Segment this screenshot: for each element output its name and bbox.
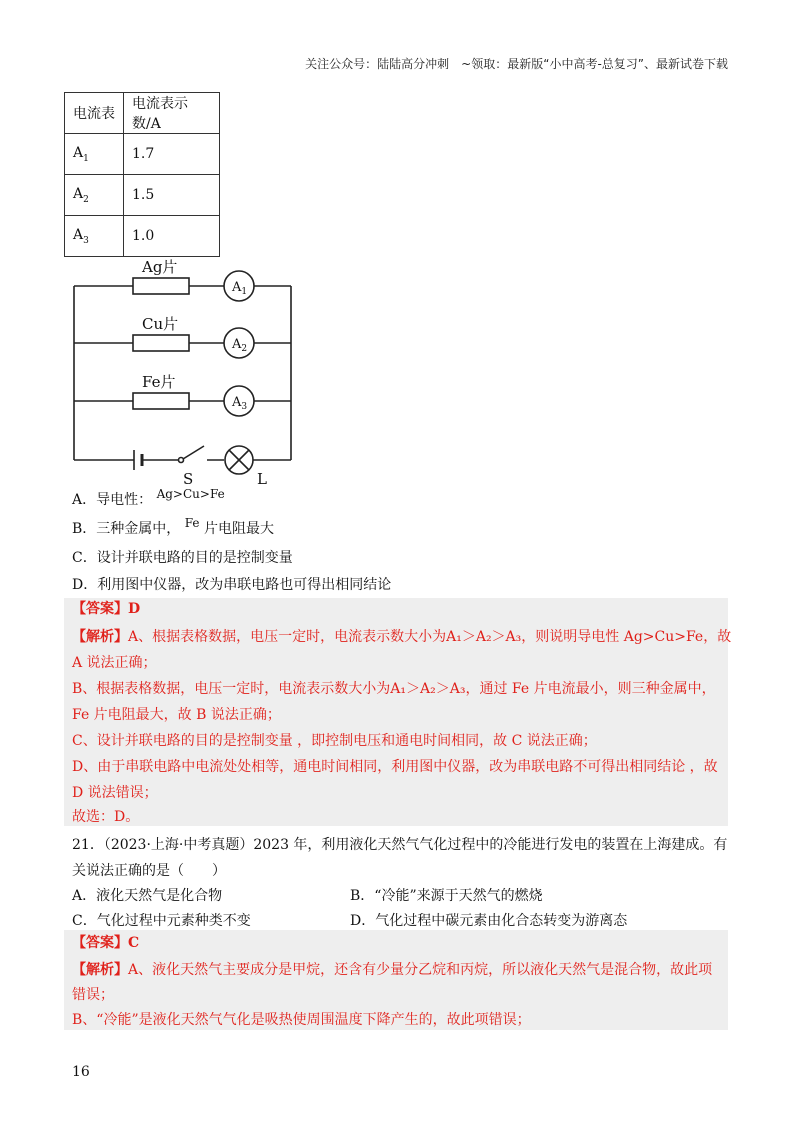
lamp-label: L — [257, 470, 267, 486]
ammeter-a3-label: $A_3$ — [232, 395, 248, 412]
cu-resistor — [133, 335, 189, 351]
fe-resistor — [133, 393, 189, 409]
ammeter-a2-label: $A_2$ — [232, 337, 248, 354]
current-table — [64, 92, 220, 257]
analysis-line: B、“冷能”是液化天然气气化是吸热使周围温度下降产生的，故此项错误； — [72, 1012, 531, 1028]
fe-label: Fe片 — [142, 373, 176, 391]
table-cell-value: 1.5 — [124, 175, 220, 216]
switch-label: S — [183, 470, 194, 486]
q21-option-b: B．“冷能”来源于天然气的燃烧 — [350, 888, 543, 904]
page-header: 关注公众号：陆陆高分冲刺 ~领取：最新版“小中高考-总复习”、最新试卷下载 — [305, 57, 728, 71]
q21-stem: 21．（2023·上海·中考真题）2023 年，利用液化天然气气化过程中的冷能进行发电的装置在上海建成。有 — [72, 837, 728, 853]
table-cell-value: 1.7 — [124, 134, 220, 175]
analysis-line: D、由于串联电路中电流处处相等，通电时间相同，利用图中仪器，改为串联电路不可得出相同结论 ，故 — [72, 759, 718, 775]
table-header: 电流表 — [65, 93, 124, 134]
switch-lever — [183, 446, 204, 459]
table-header: 电流表示数/A — [124, 93, 220, 134]
answer-box-q20 — [64, 598, 732, 826]
analysis-line: 错误； — [72, 987, 114, 1003]
analysis-line: A 说法正确； — [72, 655, 157, 671]
q20-option-d: D．利用图中仪器，改为串联电路也可得出相同结论 — [72, 577, 392, 593]
page-number: 16 — [72, 1064, 90, 1080]
table-cell-value: 1.0 — [124, 216, 220, 257]
table-cell-meter: $A_1$ — [65, 134, 124, 175]
analysis-line: Fe 片电阻最大，故 B 说法正确； — [72, 707, 281, 723]
ag-label: Ag片 — [142, 258, 178, 276]
answer-label: 【答案】C — [72, 935, 140, 951]
analysis-line: C、设计并联电路的目的是控制变量 ，即控制电压和通电时间相同，故 C 说法正确； — [72, 733, 597, 749]
q21-option-c: C．气化过程中元素种类不变 — [72, 913, 251, 929]
ammeter-a1-label: $A_1$ — [232, 280, 248, 297]
analysis-line: 【解析】A、液化天然气主要成分是甲烷，还含有少量分乙烷和丙烷，所以液化天然气是混合物，故此项 — [72, 962, 713, 978]
table-row — [65, 175, 220, 216]
analysis-line: 【解析】A、根据表格数据，电压一定时，电流表示数大小为A₁＞A₂＞A₃，则说明导电性 Ag>Cu>Fe，故 — [72, 629, 732, 645]
answer-box-q21 — [64, 930, 728, 1030]
q20-option-a: A．导电性： Ag>Cu>Fe — [72, 487, 225, 508]
analysis-line: B、根据表格数据，电压一定时，电流表示数大小为A₁＞A₂＞A₃，通过 Fe 片电流最小，则三种金属中， — [72, 681, 716, 697]
table-header-row — [65, 93, 220, 134]
table-row — [65, 216, 220, 257]
analysis-line: 故选：D。 — [72, 809, 140, 825]
circuit-diagram — [62, 256, 302, 486]
q21-option-d: D．气化过程中碳元素由化合态转变为游离态 — [350, 913, 628, 929]
table-row — [65, 134, 220, 175]
table-cell-meter: $A_3$ — [65, 216, 124, 257]
ag-resistor — [133, 278, 189, 294]
q20-option-b: B．三种金属中， Fe 片电阻最大 — [72, 516, 274, 537]
answer-label: 【答案】D — [72, 601, 141, 617]
cu-label: Cu片 — [142, 315, 179, 333]
table-cell-meter: $A_2$ — [65, 175, 124, 216]
q20-option-c: C．设计并联电路的目的是控制变量 — [72, 550, 293, 566]
q21-stem: 关说法正确的是（ ） — [72, 863, 226, 879]
q21-option-a: A．液化天然气是化合物 — [72, 888, 223, 904]
analysis-line: D 说法错误； — [72, 785, 158, 801]
